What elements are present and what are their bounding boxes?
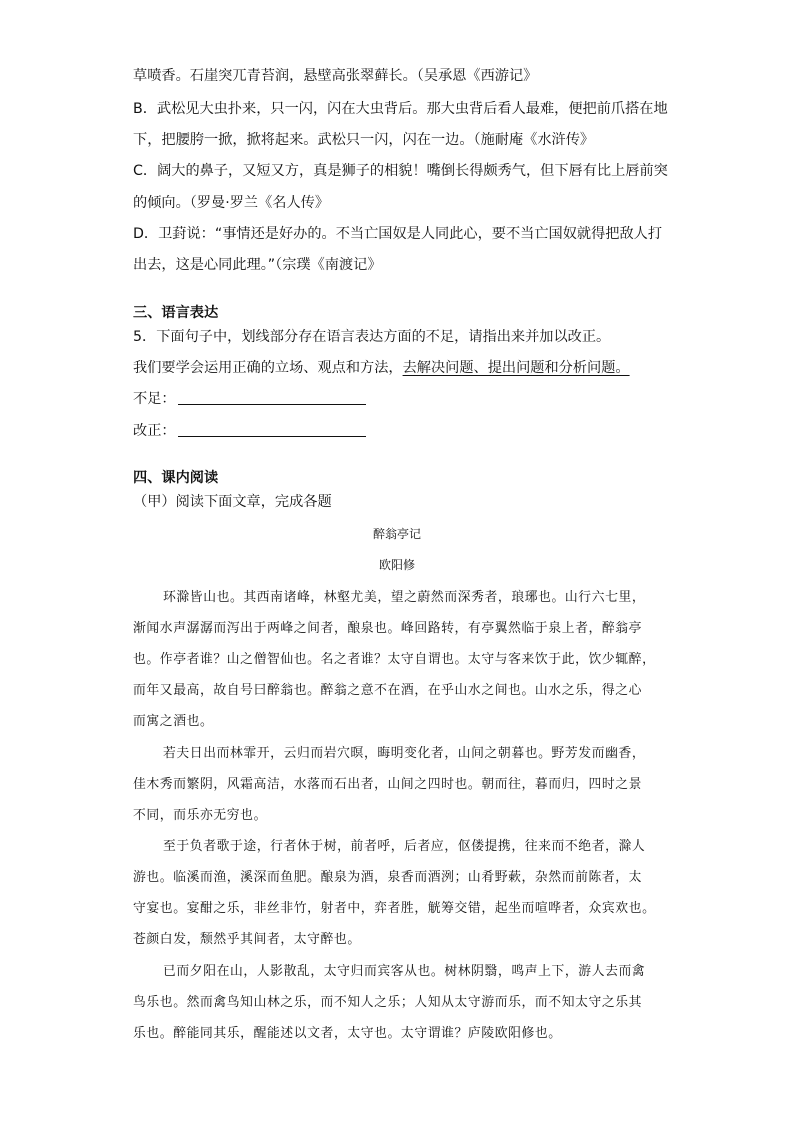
section-3-heading: 三、语言表达 bbox=[133, 305, 219, 321]
option-d-line-1: D．卫葑说：“事情还是好办的。不当亡国奴是人同此心，要不当亡国奴就得把敌人打 bbox=[133, 226, 663, 242]
correction-answer-blank[interactable] bbox=[178, 422, 366, 437]
sentence-plain: 我们要学会运用正确的立场、观点和方法， bbox=[133, 360, 403, 376]
essay-line: 守宴也。宴酣之乐，非丝非竹，射者中，弈者胜，觥筹交错，起坐而喧哗者，众宾欢也。 bbox=[133, 901, 656, 916]
question-5-sentence bbox=[133, 358, 630, 378]
sentence-underlined: 去解决问题、提出问题和分析问题。 bbox=[402, 360, 630, 376]
essay-line: 至于负者歌于途，行者休于树，前者呼，后者应，伛偻提携，往来而不绝者，滁人 bbox=[163, 839, 646, 854]
correction-label: 改正： bbox=[133, 423, 176, 439]
option-d-line-2: 出去，这是心同此理。”（宗璞《南渡记》 bbox=[133, 257, 382, 273]
essay-line: 不同，而乐亦无穷也。 bbox=[133, 808, 267, 823]
essay-line: 环滁皆山也。其西南诸峰，林壑尤美，望之蔚然而深秀者，琅琊也。山行六七里， bbox=[163, 590, 646, 605]
deficiency-answer-blank[interactable] bbox=[178, 390, 366, 405]
question-5: 5．下面句子中，划线部分存在语言表达方面的不足，请指出来并加以改正。 bbox=[133, 329, 611, 345]
essay-line: 佳木秀而繁阴，风霜高洁，水落而石出者，山间之四时也。朝而往，暮而归，四时之景 bbox=[133, 777, 643, 792]
deficiency-label: 不足： bbox=[133, 391, 176, 407]
option-a-continuation: 草喷香。石崖突兀青苔润，悬壁高张翠藓长。（吴承恩《西游记》 bbox=[133, 68, 538, 84]
option-c-line-2: 的倾向。（罗曼·罗兰《名人传》 bbox=[133, 195, 330, 211]
reading-intro: （甲）阅读下面文章，完成各题 bbox=[133, 494, 332, 510]
essay-line: 乐也。醉能同其乐，醒能述以文者，太守也。太守谓谁？庐陵欧阳修也。 bbox=[133, 1026, 562, 1041]
essay-line: 而年又最高，故自号曰醉翁也。醉翁之意不在酒，在乎山水之间也。山水之乐，得之心 bbox=[133, 683, 643, 698]
deficiency-row bbox=[133, 389, 366, 409]
essay-line: 渐闻水声潺潺而泻出于两峰之间者，酿泉也。峰回路转，有亭翼然临于泉上者，醉翁亭 bbox=[133, 621, 643, 636]
essay-line: 而寓之酒也。 bbox=[133, 714, 214, 729]
essay-line: 鸟乐也。然而禽鸟知山林之乐，而不知人之乐；人知从太守游而乐，而不知太守之乐其 bbox=[133, 995, 643, 1010]
essay-line: 也。作亭者谁？山之僧智仙也。名之者谁？太守自谓也。太守与客来饮于此，饮少辄醉， bbox=[133, 652, 656, 667]
section-4-heading: 四、课内阅读 bbox=[133, 470, 219, 486]
essay-line: 已而夕阳在山，人影散乱，太守归而宾客从也。树林阴翳，鸣声上下，游人去而禽 bbox=[163, 964, 646, 979]
option-b-line-1: B．武松见大虫扑来，只一闪，闪在大虫背后。那大虫背后看人最难，便把前爪搭在地 bbox=[133, 101, 668, 117]
option-c-line-1: C．阔大的鼻子，又短又方，真是狮子的相貌！嘴倒长得颇秀气，但下唇有比上唇前突 bbox=[133, 163, 668, 179]
essay-author: 欧阳修 bbox=[378, 558, 415, 572]
option-b-line-2: 下，把腰胯一掀，掀将起来。武松只一闪，闪在一边。（施耐庵《水浒传》 bbox=[133, 132, 595, 148]
essay-line: 苍颜白发，颓然乎其间者，太守醉也。 bbox=[133, 932, 361, 947]
essay-title: 醉翁亭记 bbox=[372, 527, 421, 541]
essay-line: 游也。临溪而渔，溪深而鱼肥。酿泉为酒，泉香而酒洌；山肴野蔌，杂然而前陈者，太 bbox=[133, 870, 643, 885]
essay-line: 若夫日出而林霏开，云归而岩穴暝，晦明变化者，山间之朝暮也。野芳发而幽香， bbox=[163, 746, 646, 761]
correction-row bbox=[133, 421, 366, 441]
